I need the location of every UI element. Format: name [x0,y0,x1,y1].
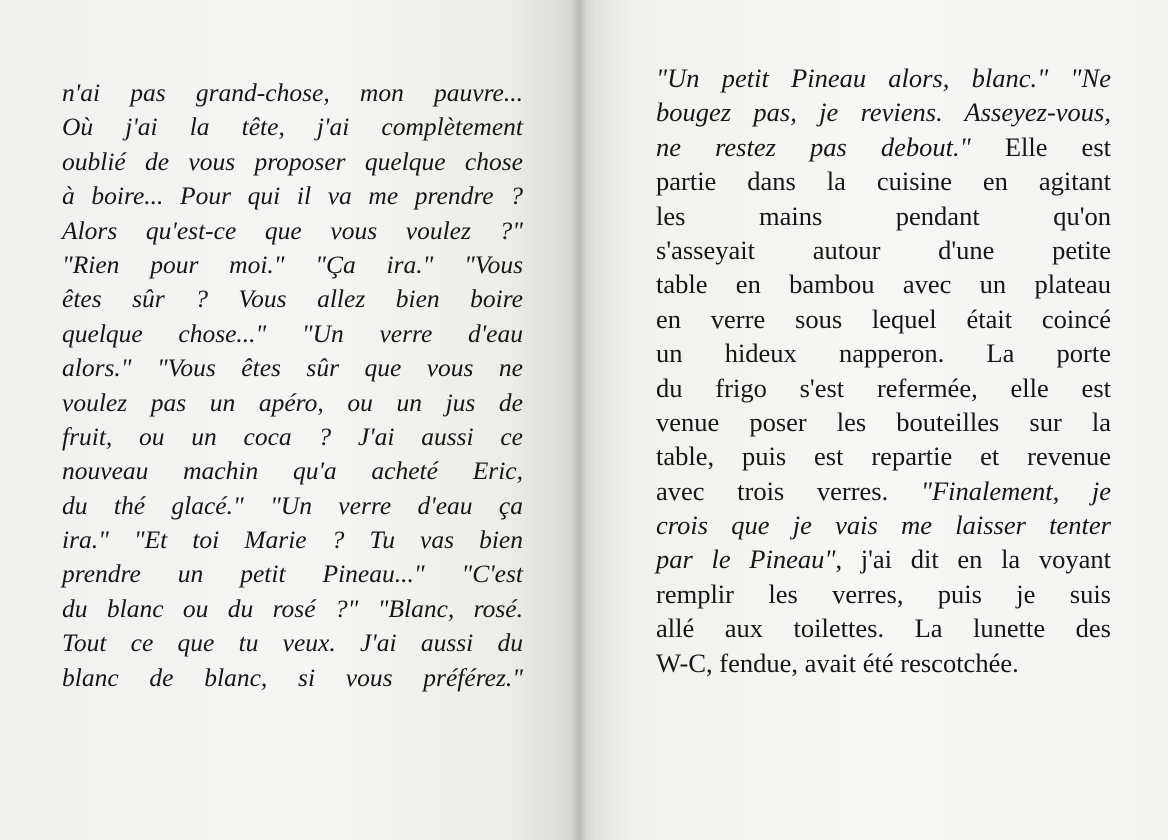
dialogue-span: "Finalement, je [920,475,1111,506]
text-line: venue poser les bouteilles sur la [656,406,1111,437]
text-line: "Rien pour moi." "Ça ira." "Vous [62,249,523,279]
text-line: bougez pas, je reviens. Asseyez-vous, [656,97,1111,128]
text-line: voulez pas un apéro, ou un jus de [62,387,523,417]
narration-span: avec trois verres. [656,475,921,506]
text-line: table, puis est repartie et revenue [656,441,1111,472]
text-line: allé aux toilettes. La lunette des [656,613,1111,644]
text-line: du frigo s'est refermée, elle est [656,372,1111,403]
text-line: table en bambou avec un plateau [656,269,1111,300]
text-line: partie dans la cuisine en agitant [656,166,1111,197]
text-line: Où j'ai la tête, j'ai complètement [62,112,523,142]
text-line: Tout ce que tu veux. J'ai aussi du [62,628,523,658]
text-line [656,474,1111,508]
text-line: nouveau machin qu'a acheté Eric, [62,456,523,486]
text-line: Alors qu'est-ce que vous voulez ?" [62,215,523,245]
book-gutter [572,0,586,840]
text-line: "Un petit Pineau alors, blanc." "Ne [656,63,1111,93]
text-line: s'asseyait autour d'une petite [656,234,1111,265]
narration-span: , j'ai dit en la voyant [835,544,1111,575]
text-line: fruit, ou un coca ? J'ai aussi ce [62,421,523,451]
text-line: quelque chose..." "Un verre d'eau [62,318,523,348]
text-line: W-C, fendue, avait été rescotchée. [656,647,1019,678]
text-line: prendre un petit Pineau..." "C'est [62,559,523,589]
text-line: oublié de vous proposer quelque chose [62,146,523,176]
dialogue-span: par le Pineau" [656,544,836,575]
right-page-text [656,61,1111,680]
text-line: ira." "Et toi Marie ? Tu vas bien [62,525,523,555]
text-line: crois que je vais me laisser tenter [656,510,1111,541]
text-line [656,130,1111,164]
text-line: en verre sous lequel était coincé [656,303,1111,334]
text-line: à boire... Pour qui il va me prendre ? [62,181,523,211]
text-line: alors." "Vous êtes sûr que vous ne [62,353,523,383]
narration-span: Elle est [970,131,1111,162]
text-line: un hideux napperon. La porte [656,338,1111,369]
text-line: remplir les verres, puis je suis [656,578,1111,609]
text-line [656,542,1111,576]
text-line: n'ai pas grand-chose, mon pauvre... [62,78,523,107]
left-page-text [62,76,523,695]
text-line: blanc de blanc, si vous préférez." [62,662,523,692]
text-line: les mains pendant qu'on [656,200,1111,231]
text-line: du blanc ou du rosé ?" "Blanc, rosé. [62,593,523,623]
dialogue-span: ne restez pas debout." [656,131,971,162]
text-line: du thé glacé." "Un verre d'eau ça [62,490,523,520]
text-line: êtes sûr ? Vous allez bien boire [62,284,523,314]
